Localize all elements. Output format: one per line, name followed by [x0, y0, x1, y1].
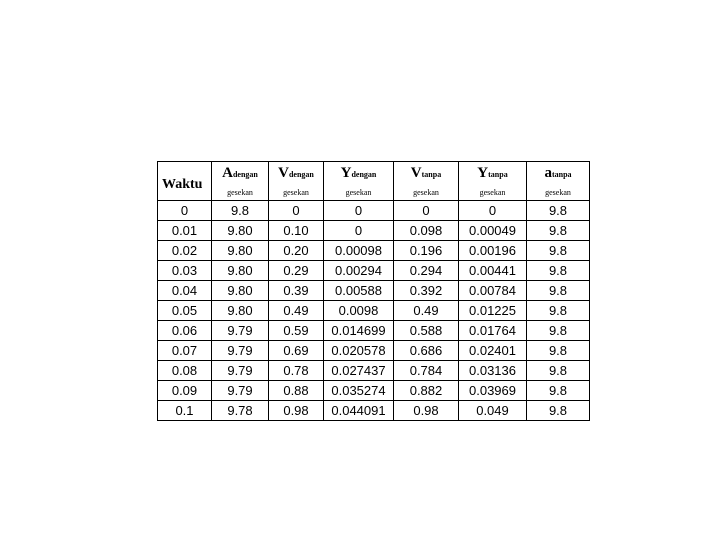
table-cell: 0.1 — [158, 401, 212, 421]
table-cell: 0.00784 — [459, 281, 527, 301]
header-subscript: tanpa — [551, 170, 572, 179]
table-cell: 0.69 — [269, 341, 324, 361]
table-cell: 0.88 — [269, 381, 324, 401]
table-cell: 9.8 — [527, 341, 590, 361]
table-cell: 0.020578 — [324, 341, 394, 361]
table-cell: 0.49 — [269, 301, 324, 321]
table-row — [158, 261, 590, 281]
header-gesekan-label: gesekan — [394, 184, 459, 201]
column-header-a-dengan — [212, 162, 269, 185]
table-row — [158, 241, 590, 261]
table-cell: 0.04 — [158, 281, 212, 301]
table-cell: 0.59 — [269, 321, 324, 341]
header-gesekan-label: gesekan — [269, 184, 324, 201]
table-cell: 0.044091 — [324, 401, 394, 421]
table-row — [158, 381, 590, 401]
table-cell: 0 — [158, 201, 212, 221]
table-cell: 0.39 — [269, 281, 324, 301]
table-cell: 0.00588 — [324, 281, 394, 301]
table-cell: 9.8 — [527, 301, 590, 321]
column-header-y-tanpa — [459, 162, 527, 185]
table-row — [158, 401, 590, 421]
table-cell: 0.03969 — [459, 381, 527, 401]
table-cell: 0.07 — [158, 341, 212, 361]
header-subscript: dengan — [351, 170, 377, 179]
column-header-v-tanpa — [394, 162, 459, 185]
table-cell: 9.79 — [212, 361, 269, 381]
header-symbol: Y — [340, 165, 352, 181]
table-cell: 0 — [324, 201, 394, 221]
table-cell: 9.79 — [212, 321, 269, 341]
table-cell: 0.78 — [269, 361, 324, 381]
table-cell: 9.80 — [212, 241, 269, 261]
header-subscript: dengan — [288, 170, 314, 179]
header-symbol: a — [544, 165, 552, 181]
column-header-v-dengan — [269, 162, 324, 185]
column-header-y-dengan — [324, 162, 394, 185]
table-cell: 0.49 — [394, 301, 459, 321]
table-row — [158, 201, 590, 221]
table-row — [158, 361, 590, 381]
table-cell: 0.00294 — [324, 261, 394, 281]
header-gesekan-label: gesekan — [527, 184, 590, 201]
table-cell: 0.29 — [269, 261, 324, 281]
table-cell: 0.02 — [158, 241, 212, 261]
table-cell: 9.8 — [527, 221, 590, 241]
table-cell: 0 — [459, 201, 527, 221]
table-cell: 0.20 — [269, 241, 324, 261]
table-cell: 0.294 — [394, 261, 459, 281]
table-cell: 0.09 — [158, 381, 212, 401]
table-cell: 0.784 — [394, 361, 459, 381]
table-cell: 0.01225 — [459, 301, 527, 321]
table-cell: 0.049 — [459, 401, 527, 421]
table-cell: 0 — [269, 201, 324, 221]
table-cell: 0.196 — [394, 241, 459, 261]
table-cell: 0.03 — [158, 261, 212, 281]
table-cell: 9.80 — [212, 221, 269, 241]
header-symbol: Y — [477, 165, 489, 181]
table-cell: 0.882 — [394, 381, 459, 401]
table-cell: 0.588 — [394, 321, 459, 341]
data-table-container — [157, 161, 589, 421]
table-row — [158, 341, 590, 361]
header-gesekan-label: gesekan — [212, 184, 269, 201]
table-cell: 0 — [394, 201, 459, 221]
column-header-a-tanpa — [527, 162, 590, 185]
table-cell: 0.06 — [158, 321, 212, 341]
header-symbol: V — [410, 165, 422, 181]
table-row — [158, 281, 590, 301]
table-cell: 9.8 — [527, 381, 590, 401]
header-subscript: tanpa — [488, 170, 508, 179]
table-cell: 0.098 — [394, 221, 459, 241]
table-cell: 0.00049 — [459, 221, 527, 241]
table-cell: 9.8 — [527, 321, 590, 341]
header-subscript: dengan — [232, 170, 258, 179]
header-subrow — [158, 184, 590, 201]
header-subscript: tanpa — [421, 170, 442, 179]
table-cell: 0.10 — [269, 221, 324, 241]
table-cell: 0.02401 — [459, 341, 527, 361]
header-row — [158, 162, 590, 185]
table-cell: 9.8 — [527, 281, 590, 301]
header-gesekan-label: gesekan — [459, 184, 527, 201]
table-cell: 0.00441 — [459, 261, 527, 281]
table-cell: 9.8 — [527, 361, 590, 381]
table-cell: 9.8 — [527, 201, 590, 221]
table-cell: 0.0098 — [324, 301, 394, 321]
table-cell: 9.80 — [212, 281, 269, 301]
table-cell: 0.00098 — [324, 241, 394, 261]
table-cell: 9.79 — [212, 381, 269, 401]
table-cell: 0.035274 — [324, 381, 394, 401]
header-gesekan-label: gesekan — [324, 184, 394, 201]
table-cell: 9.80 — [212, 301, 269, 321]
table-cell: 0.01 — [158, 221, 212, 241]
header-symbol: A — [222, 165, 233, 181]
table-cell: 0.03136 — [459, 361, 527, 381]
column-header-waktu: Waktu — [158, 162, 212, 201]
table-cell: 0.686 — [394, 341, 459, 361]
table-row — [158, 301, 590, 321]
table-cell: 0.014699 — [324, 321, 394, 341]
table-cell: 9.8 — [212, 201, 269, 221]
table-cell: 0.01764 — [459, 321, 527, 341]
data-table — [157, 161, 590, 421]
table-cell: 0.05 — [158, 301, 212, 321]
table-cell: 9.8 — [527, 401, 590, 421]
table-cell: 0.08 — [158, 361, 212, 381]
table-row — [158, 221, 590, 241]
table-cell: 0.00196 — [459, 241, 527, 261]
header-symbol: V — [278, 165, 289, 181]
table-cell: 9.79 — [212, 341, 269, 361]
table-cell: 0.027437 — [324, 361, 394, 381]
table-body — [158, 201, 590, 421]
table-cell: 0 — [324, 221, 394, 241]
table-cell: 0.98 — [269, 401, 324, 421]
table-cell: 0.98 — [394, 401, 459, 421]
table-cell: 9.80 — [212, 261, 269, 281]
table-cell: 9.8 — [527, 261, 590, 281]
table-cell: 9.8 — [527, 241, 590, 261]
table-cell: 9.78 — [212, 401, 269, 421]
table-row — [158, 321, 590, 341]
table-cell: 0.392 — [394, 281, 459, 301]
